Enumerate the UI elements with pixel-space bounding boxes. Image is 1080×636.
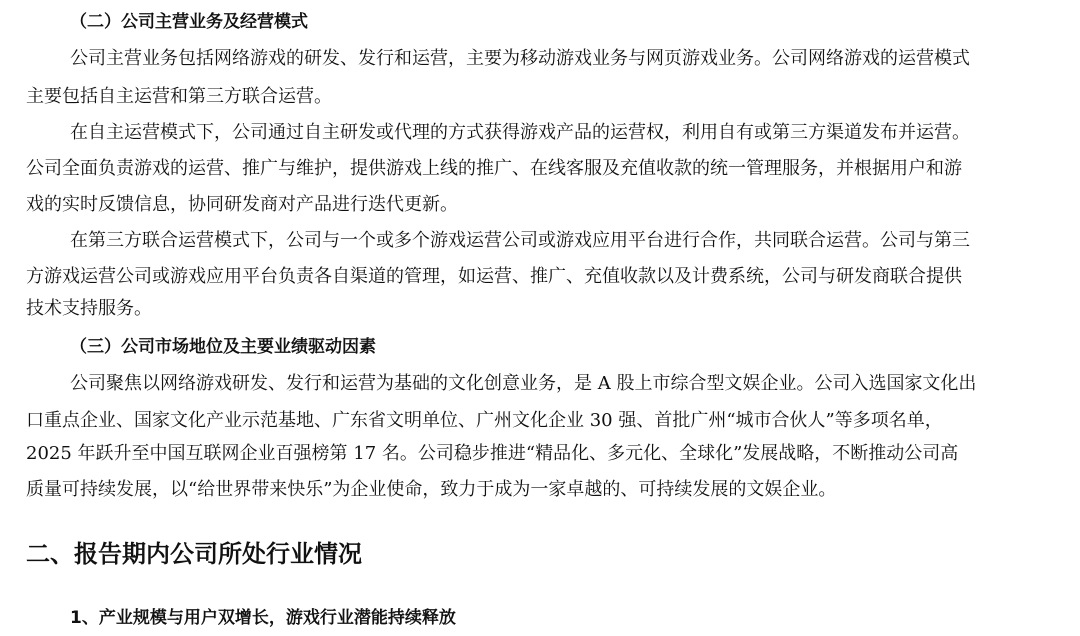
chapter-heading: 二、报告期内公司所处行业情况: [26, 540, 362, 568]
paragraph-line: 公司主营业务包括网络游戏的研发、发行和运营，主要为移动游戏业务与网页游戏业务。公司网络游戏的运营模式: [70, 48, 970, 69]
paragraph-line: 在第三方联合运营模式下，公司与一个或多个游戏运营公司或游戏应用平台进行合作，共同联合运营。公司与第三: [70, 230, 970, 251]
paragraph-line: 口重点企业、国家文化产业示范基地、广东省文明单位、广州文化企业 30 强、首批广州“城市合伙人”等多项名单，: [26, 410, 943, 431]
paragraph-line: 方游戏运营公司或游戏应用平台负责各自渠道的管理，如运营、推广、充值收款以及计费系统，公司与研发商联合提供: [26, 266, 962, 287]
paragraph-line: 质量可持续发展，以“给世界带来快乐”为企业使命，致力于成为一家卓越的、可持续发展的文娱企业。: [26, 479, 837, 500]
paragraph-line: 技术支持服务。: [26, 298, 152, 319]
paragraph-line: 2025 年跃升至中国互联网企业百强榜第 17 名。公司稳步推进“精品化、多元化、全球化”发展战略，不断推动公司高: [26, 443, 959, 464]
paragraph-line: 戏的实时反馈信息，协同研发商对产品进行迭代更新。: [26, 194, 458, 215]
subsection-heading: 1、产业规模与用户双增长，游戏行业潜能持续释放: [70, 608, 456, 628]
section-heading-market: （三）公司市场地位及主要业绩驱动因素: [70, 337, 376, 357]
paragraph-line: 在自主运营模式下，公司通过自主研发或代理的方式获得游戏产品的运营权，利用自有或第三方渠道发布并运营。: [70, 122, 970, 143]
paragraph-line: 公司聚焦以网络游戏研发、发行和运营为基础的文化创意业务，是 A 股上市综合型文娱企业。公司入选国家文化出: [70, 373, 977, 394]
paragraph-line: 主要包括自主运营和第三方联合运营。: [26, 86, 332, 107]
section-heading-business: （二）公司主营业务及经营模式: [70, 12, 308, 32]
paragraph-line: 公司全面负责游戏的运营、推广与维护，提供游戏上线的推广、在线客服及充值收款的统一管理服务，并根据用户和游: [26, 158, 962, 179]
